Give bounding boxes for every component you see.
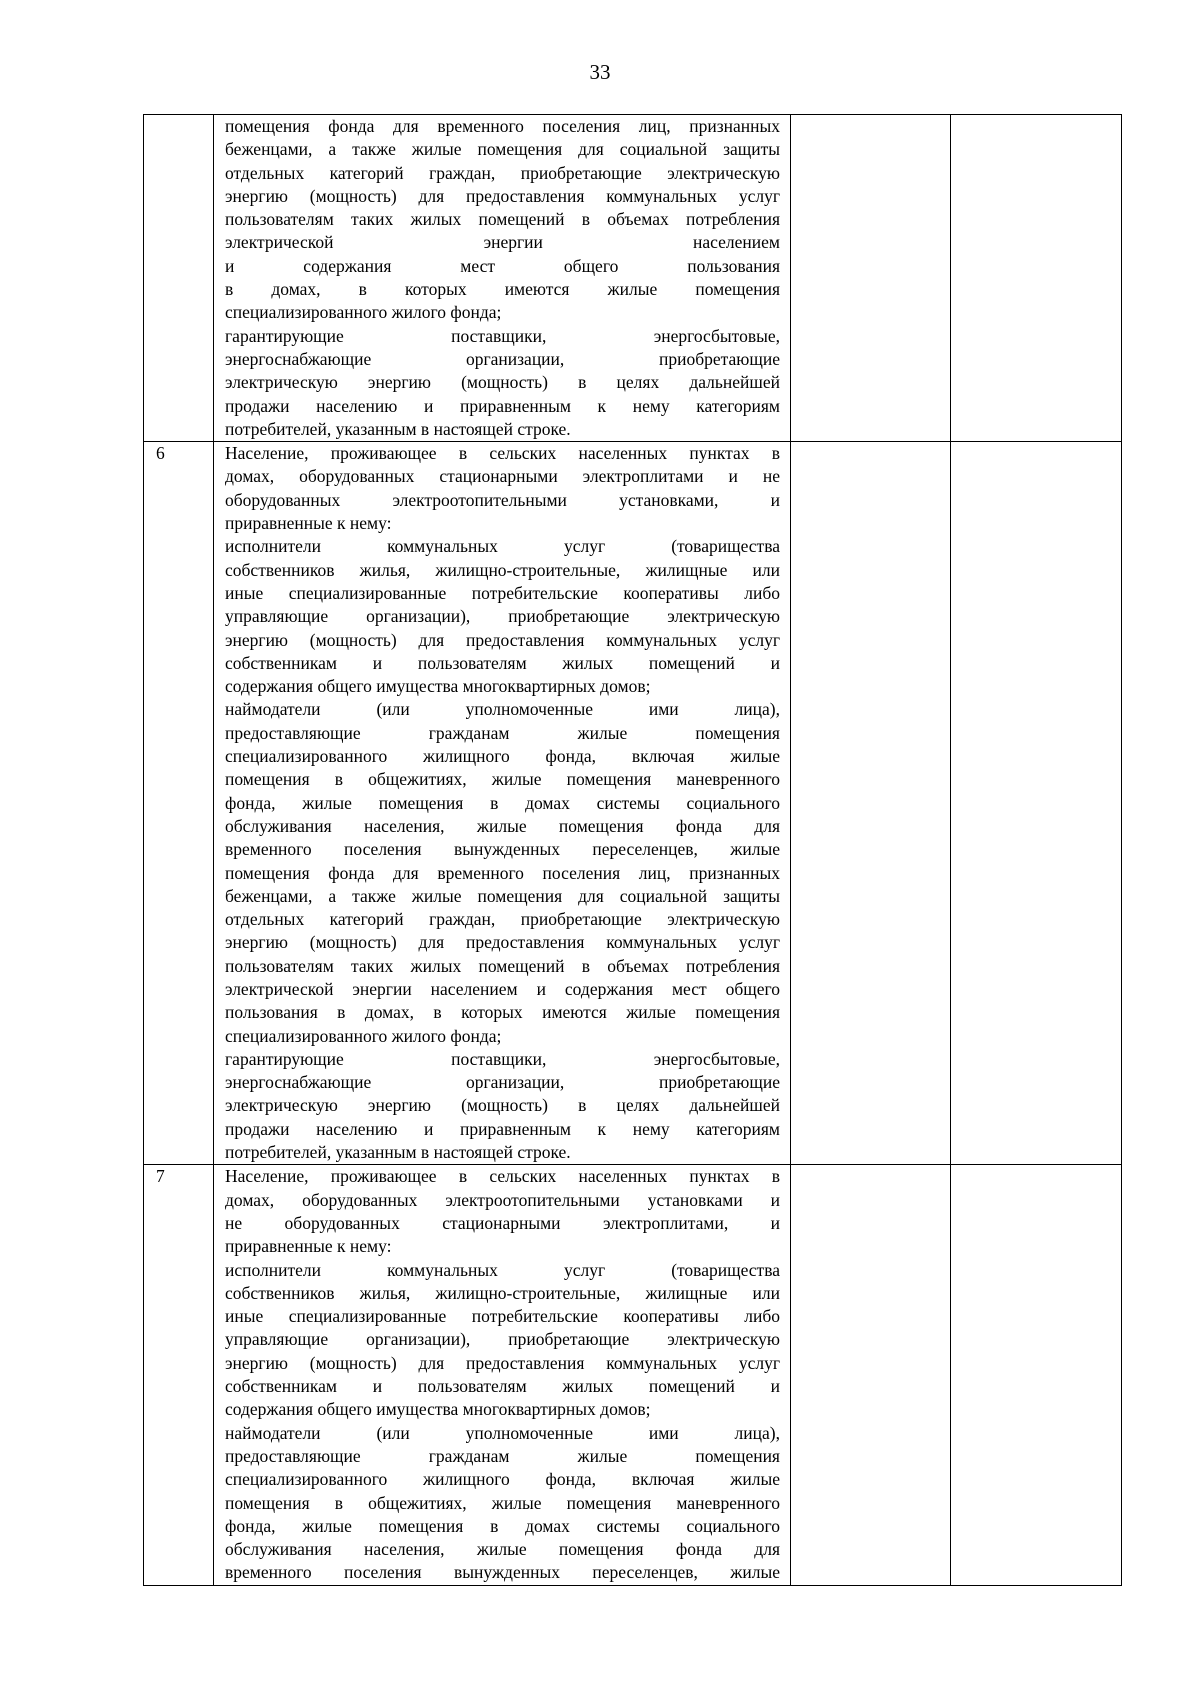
row-number-cell: 6 bbox=[144, 442, 214, 1165]
text-line: пользователям таких жилых помещений в объемах потребления bbox=[225, 209, 780, 230]
row-number-cell: 7 bbox=[144, 1165, 214, 1585]
empty-cell-col4 bbox=[951, 115, 1122, 442]
text-line: помещения в общежитиях, жилые помещения маневренного bbox=[225, 1492, 780, 1513]
empty-cell-col3 bbox=[791, 1165, 951, 1585]
empty-cell-col4 bbox=[951, 442, 1122, 1165]
consumer-category-cell bbox=[214, 1165, 791, 1585]
text-line: домах, оборудованных стационарными электроплитами и не bbox=[225, 466, 780, 487]
empty-cell-col3 bbox=[791, 115, 951, 442]
text-line: отдельных категорий граждан, приобретающие электрическую bbox=[225, 162, 780, 183]
table-row bbox=[144, 115, 1122, 442]
text-line: управляющие организации), приобретающие электрическую bbox=[225, 606, 780, 627]
text-line: обслуживания населения, жилые помещения фонда для bbox=[225, 1539, 780, 1560]
empty-cell-col4 bbox=[951, 1165, 1122, 1585]
text-line: энергию (мощность) для предоставления коммунальных услуг bbox=[225, 629, 780, 650]
row-number-cell bbox=[144, 115, 214, 442]
page-number: 33 bbox=[589, 60, 611, 84]
text-line: домах, оборудованных электроотопительными установками и bbox=[225, 1189, 780, 1210]
text-line: энергию (мощность) для предоставления коммунальных услуг bbox=[225, 932, 780, 953]
text-line: исполнители коммунальных услуг (товарищества bbox=[225, 536, 780, 557]
text-line: электрическую энергию (мощность) в целях дальнейшей bbox=[225, 372, 780, 393]
text-line: временного поселения вынужденных переселенцев, жилые bbox=[225, 839, 780, 860]
text-line: временного поселения вынужденных переселенцев, жилые bbox=[225, 1562, 780, 1583]
text-line: наймодатели (или уполномоченные ими лица), bbox=[225, 1422, 780, 1443]
text-line: не оборудованных стационарными электроплитами, и bbox=[225, 1212, 780, 1233]
text-line: электрической энергии населением bbox=[225, 232, 780, 253]
text-line: электрическую энергию (мощность) в целях дальнейшей bbox=[225, 1095, 780, 1116]
text-line: управляющие организации), приобретающие электрическую bbox=[225, 1329, 780, 1350]
text-line: приравненные к нему: bbox=[225, 513, 392, 534]
text-line: Население, проживающее в сельских населенных пунктах в bbox=[225, 1166, 780, 1187]
text-line: энергоснабжающие организации, приобретающие bbox=[225, 348, 780, 369]
text-line: беженцами, а также жилые помещения для социальной защиты bbox=[225, 885, 780, 906]
text-line: исполнители коммунальных услуг (товарищества bbox=[225, 1259, 780, 1280]
text-line: продажи населению и приравненным к нему категориям bbox=[225, 395, 780, 416]
text-line: иные специализированные потребительские кооперативы либо bbox=[225, 1306, 780, 1327]
text-line: беженцами, а также жилые помещения для социальной защиты bbox=[225, 139, 780, 160]
tariff-table bbox=[143, 114, 1122, 1586]
text-line: отдельных категорий граждан, приобретающие электрическую bbox=[225, 909, 780, 930]
text-line: потребителей, указанным в настоящей строке. bbox=[225, 418, 571, 439]
text-line: специализированного жилищного фонда, включая жилые bbox=[225, 746, 780, 767]
text-line: помещения фонда для временного поселения лиц, признанных bbox=[225, 116, 780, 136]
text-line: помещения фонда для временного поселения лиц, признанных bbox=[225, 862, 780, 883]
text-line: специализированного жилищного фонда, включая жилые bbox=[225, 1469, 780, 1490]
text-line: специализированного жилого фонда; bbox=[225, 1025, 502, 1046]
text-line: и содержания мест общего пользования bbox=[225, 255, 780, 276]
text-line: энергию (мощность) для предоставления коммунальных услуг bbox=[225, 1352, 780, 1373]
text-line: фонда, жилые помещения в домах системы социального bbox=[225, 1515, 780, 1536]
text-line: энергоснабжающие организации, приобретающие bbox=[225, 1072, 780, 1093]
text-line: предоставляющие гражданам жилые помещения bbox=[225, 1445, 780, 1466]
text-line: гарантирующие поставщики, энергосбытовые, bbox=[225, 325, 780, 346]
text-line: собственников жилья, жилищно-строительные, жилищные или bbox=[225, 1282, 780, 1303]
text-line: фонда, жилые помещения в домах системы социального bbox=[225, 792, 780, 813]
consumer-category-cell bbox=[214, 442, 791, 1165]
text-line: приравненные к нему: bbox=[225, 1236, 392, 1257]
text-line: наймодатели (или уполномоченные ими лица), bbox=[225, 699, 780, 720]
table-row bbox=[144, 1165, 1122, 1585]
text-line: специализированного жилого фонда; bbox=[225, 302, 502, 323]
text-line: собственников жилья, жилищно-строительные, жилищные или bbox=[225, 559, 780, 580]
table-body bbox=[144, 115, 1122, 1586]
text-line: пользования в домах, в которых имеются жилые помещения bbox=[225, 1002, 780, 1023]
text-line: помещения в общежитиях, жилые помещения маневренного bbox=[225, 769, 780, 790]
table-row bbox=[144, 442, 1122, 1165]
text-line: энергию (мощность) для предоставления коммунальных услуг bbox=[225, 185, 780, 206]
text-line: содержания общего имущества многоквартирных домов; bbox=[225, 676, 651, 697]
text-line: собственникам и пользователям жилых помещений и bbox=[225, 1376, 780, 1397]
text-line: электрической энергии населением и содержания мест общего bbox=[225, 978, 780, 999]
text-line: Население, проживающее в сельских населенных пунктах в bbox=[225, 443, 780, 464]
text-line: обслуживания населения, жилые помещения фонда для bbox=[225, 815, 780, 836]
text-line: потребителей, указанным в настоящей строке. bbox=[225, 1142, 571, 1163]
text-line: пользователям таких жилых помещений в объемах потребления bbox=[225, 955, 780, 976]
text-line: содержания общего имущества многоквартирных домов; bbox=[225, 1399, 651, 1420]
text-line: предоставляющие гражданам жилые помещения bbox=[225, 722, 780, 743]
consumer-category-cell bbox=[214, 115, 791, 442]
text-line: собственникам и пользователям жилых помещений и bbox=[225, 652, 780, 673]
empty-cell-col3 bbox=[791, 442, 951, 1165]
text-line: гарантирующие поставщики, энергосбытовые, bbox=[225, 1048, 780, 1069]
text-line: оборудованных электроотопительными установками, и bbox=[225, 489, 780, 510]
text-line: продажи населению и приравненным к нему категориям bbox=[225, 1118, 780, 1139]
text-line: иные специализированные потребительские кооперативы либо bbox=[225, 582, 780, 603]
text-line: в домах, в которых имеются жилые помещения bbox=[225, 279, 780, 300]
